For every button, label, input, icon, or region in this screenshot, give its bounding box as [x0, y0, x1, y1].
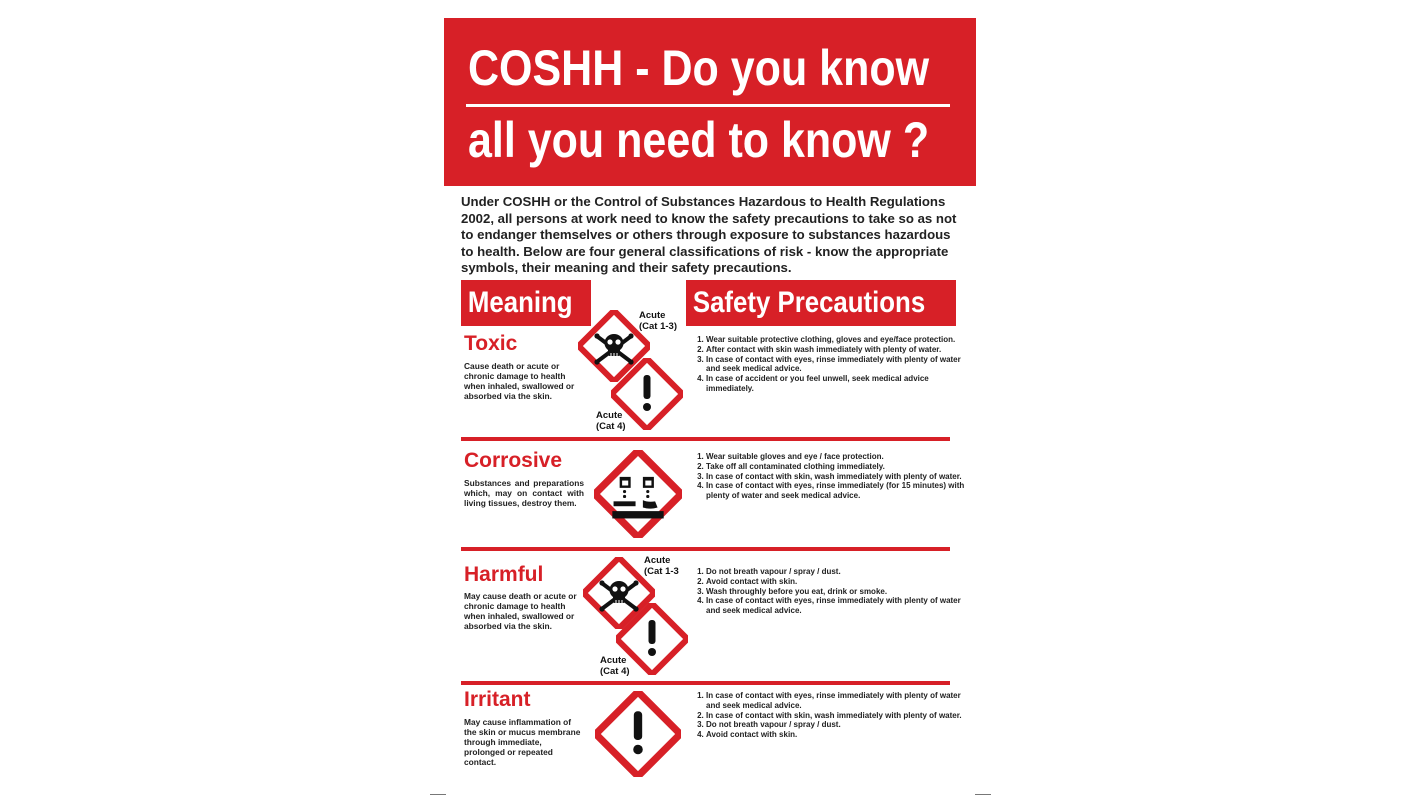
toxic-cat-4-label: (Cat 4): [596, 421, 626, 432]
irritant-precaution-4: 4. Avoid contact with skin.: [706, 730, 966, 740]
harmful-precautions: [694, 567, 966, 616]
harmful-acute-label-2: Acute: [600, 655, 627, 666]
section-divider: [461, 547, 950, 551]
corrosive-precautions: [694, 452, 966, 501]
irritant-precaution-2: 2. In case of contact with skin, wash immediately with plenty of water.: [706, 711, 966, 721]
harmful-precaution-2: 2. Avoid contact with skin.: [706, 577, 966, 587]
corrosion-icon: [594, 450, 682, 538]
title-banner: [444, 18, 976, 186]
title-line-2: all you need to know ?: [468, 112, 930, 168]
toxic-cat-1-3-label: (Cat 1-3): [639, 321, 678, 332]
irritant-precaution-3: 3. Do not breath vapour / spray / dust.: [706, 720, 966, 730]
harmful-acute-label: Acute: [644, 555, 671, 566]
coshh-poster: [444, 18, 976, 798]
title-divider: [466, 104, 950, 107]
corrosive-precaution-4: 4. In case of contact with eyes, rinse immediately (for 15 minutes) with plenty of water and seek medical advice.: [706, 481, 966, 501]
harmful-description: May cause death or acute or chronic damage to health when inhaled, swallowed or absorbed via the skin.: [464, 591, 577, 631]
harmful-precaution-1: 1. Do not breath vapour / spray / dust.: [706, 567, 966, 577]
crop-mark: [430, 794, 446, 795]
section-divider: [461, 437, 950, 441]
harmful-cat-1-3-label: (Cat 1-3: [644, 566, 679, 577]
toxic-precaution-3: 3. In case of contact with eyes, rinse immediately with plenty of water and seek medical advice.: [706, 355, 966, 375]
corrosive-precaution-2: 2. Take off all contaminated clothing immediately.: [706, 462, 966, 472]
corrosive-description: Substances and preparations which, may on contact with living tissues, destroy them.: [464, 478, 584, 508]
harmful-title: Harmful: [464, 563, 544, 586]
harmful-precaution-3: 3. Wash throughly before you eat, drink or smoke.: [706, 587, 966, 597]
toxic-acute-label-2: Acute: [596, 410, 623, 421]
meaning-heading: Meaning: [461, 280, 591, 326]
irritant-precaution-1: 1. In case of contact with eyes, rinse immediately with plenty of water and seek medical advice.: [706, 691, 966, 711]
irritant-description: May cause inflammation of the skin or mucus membrane through immediate, prolonged or repeated contact.: [464, 717, 581, 767]
harmful-cat-4-label: (Cat 4): [600, 666, 630, 677]
irritant-title: Irritant: [464, 688, 531, 711]
exclamation-icon: [595, 691, 681, 777]
crop-mark: [975, 794, 991, 795]
toxic-acute-label: Acute: [639, 310, 666, 321]
corrosive-precaution-3: 3. In case of contact with skin, wash immediately with plenty of water.: [706, 472, 966, 482]
toxic-title: Toxic: [464, 332, 518, 355]
section-divider: [461, 681, 950, 685]
irritant-precautions: [694, 691, 966, 740]
toxic-precautions: [694, 335, 966, 394]
toxic-precaution-4: 4. In case of accident or you feel unwell, seek medical advice immediately.: [706, 374, 966, 394]
harmful-precaution-4: 4. In case of contact with eyes, rinse immediately with plenty of water and seek medical advice.: [706, 596, 966, 616]
title-line-1: COSHH - Do you know: [468, 40, 930, 96]
toxic-precaution-1: 1. Wear suitable protective clothing, gloves and eye/face protection.: [706, 335, 966, 345]
safety-precautions-heading: Safety Precautions: [686, 280, 956, 326]
toxic-description: Cause death or acute or chronic damage to health when inhaled, swallowed or absorbed via the skin.: [464, 361, 575, 401]
exclamation-icon: [616, 603, 688, 675]
toxic-precaution-2: 2. After contact with skin wash immediately with plenty of water.: [706, 345, 966, 355]
corrosive-precaution-1: 1. Wear suitable gloves and eye / face protection.: [706, 452, 966, 462]
intro-paragraph: Under COSHH or the Control of Substances Hazardous to Health Regulations 2002, all persons at work need to know the safety precautions to take so as not to endanger themselves or others through exposure to substances hazardous to health. Below are four general classifications of risk - know the appropriate symbols, their meaning and their safety precautions.: [461, 194, 957, 276]
corrosive-title: Corrosive: [464, 449, 563, 472]
